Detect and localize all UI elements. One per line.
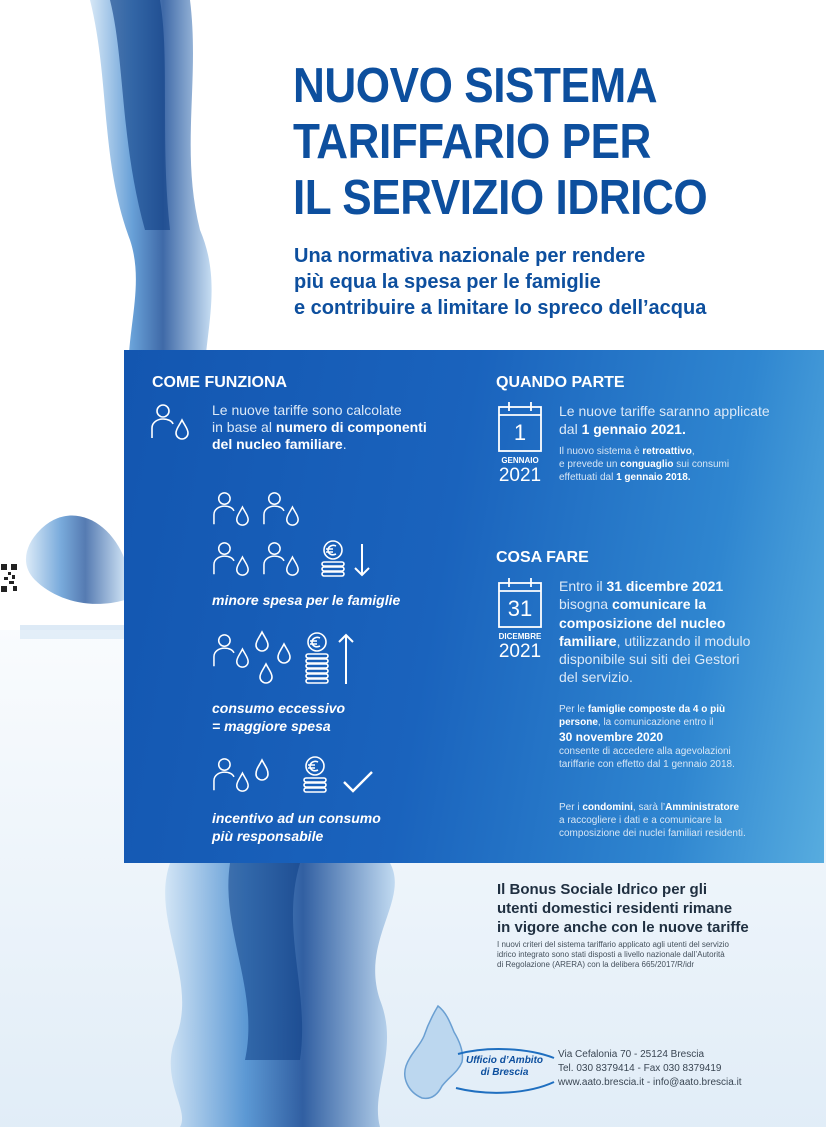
note-text: composizione dei nuclei familiari residenti. — [559, 828, 746, 839]
cosa-fare-heading: COSA FARE — [496, 549, 589, 566]
euro-coins-icon — [300, 756, 330, 798]
page-subtitle — [294, 243, 706, 321]
item-line: più responsabile — [212, 828, 324, 844]
person-drop-icon — [212, 490, 252, 528]
bonus-text-line: di Regolazione (ARERA) con la delibera 665/2017/R/idr — [497, 960, 694, 969]
subtitle-line: e contribuire a limitare lo spreco dell’acqua — [294, 297, 707, 319]
note-text: a raccogliere i dati e a comunicare la — [559, 815, 722, 826]
intro-text: . — [342, 436, 347, 452]
note-highlight: retroattivo — [642, 446, 692, 457]
text-line: disponibile sui siti dei Gestori — [559, 651, 740, 668]
item-incentivo — [212, 809, 381, 845]
province-map-icon — [398, 1002, 558, 1102]
text-line: Le nuove tariffe saranno applicate — [559, 403, 770, 419]
note-text: effettuati dal — [559, 472, 617, 483]
contact-info — [558, 1048, 742, 1090]
note-text: sui consumi — [673, 459, 730, 470]
contact-phone: Tel. 030 8379414 - Fax 030 8379419 — [558, 1063, 722, 1074]
person-drop-icon — [212, 540, 252, 578]
intro-text: in base al — [212, 419, 276, 435]
cosa-fare-famiglie-note — [559, 703, 735, 771]
arrow-down-icon — [352, 542, 372, 578]
bonus-text-line: I nuovi criteri del sistema tariffario applicato agli utenti del servizio — [497, 940, 729, 949]
person-drop-icon — [212, 756, 252, 794]
person-drop-icon — [262, 490, 302, 528]
text-line: , utilizzando il modulo — [616, 632, 751, 649]
note-text: e prevede un — [559, 459, 621, 470]
come-funziona-intro — [212, 402, 427, 453]
come-funziona-heading: COME FUNZIONA — [152, 374, 288, 391]
note-highlight: persone — [559, 717, 598, 728]
calendar-month: GENNAIO — [501, 456, 539, 465]
text-line: del servizio. — [559, 669, 633, 686]
quando-parte-text — [559, 402, 770, 438]
note-text: Il nuovo sistema è — [559, 446, 643, 457]
note-highlight: Amministratore — [665, 802, 740, 813]
cosa-fare-text — [559, 577, 750, 687]
title-line: NUOVO SISTEMA — [293, 59, 658, 113]
intro-highlight: numero di componenti — [275, 419, 427, 435]
bonus-heading — [497, 880, 749, 937]
text-highlight: familiare — [559, 632, 617, 649]
person-drop-icon — [262, 540, 302, 578]
water-drop-icon — [250, 630, 298, 690]
qr-code-icon[interactable] — [0, 563, 18, 593]
note-text: tariffarie con effetto dal 1 gennaio 2018. — [559, 759, 735, 770]
item-line: incentivo ad un consumo — [212, 810, 381, 826]
bonus-text-line: idrico integrato sono stati disposti a livello nazionale dall’Autorità — [497, 950, 725, 959]
euro-coins-icon — [302, 632, 332, 688]
item-minore-spesa: minore spesa per le famiglie — [212, 592, 401, 608]
note-highlight: famiglie composte da 4 o più — [587, 704, 726, 715]
note-text: consente di accedere alla agevolazioni — [559, 746, 731, 757]
calendar-year: 2021 — [498, 641, 542, 662]
quando-parte-heading: QUANDO PARTE — [496, 374, 625, 391]
text-line: dal — [559, 421, 582, 437]
intro-line: Le nuove tariffe sono calcolate — [212, 402, 402, 418]
intro-highlight: del nucleo familiare — [212, 436, 343, 452]
cosa-fare-condomini-note — [559, 801, 746, 840]
quando-parte-note — [559, 445, 729, 484]
bonus-heading-line: in vigore anche con le nuove tariffe — [497, 919, 749, 936]
note-highlight: 30 novembre 2020 — [559, 730, 664, 744]
text-highlight: 1 gennaio 2021. — [581, 421, 686, 437]
contact-address: Via Cefalonia 70 - 25124 Brescia — [558, 1049, 705, 1060]
page-title — [293, 58, 707, 226]
text-line: Entro il — [559, 578, 607, 594]
contact-web-link[interactable]: www.aato.brescia.it - info@aato.brescia.it — [558, 1077, 742, 1088]
calendar-year: 2021 — [498, 465, 542, 486]
calendar-month: DICEMBRE — [498, 632, 542, 641]
subtitle-line: più equa la spesa per le famiglie — [294, 271, 601, 293]
person-drop-icon — [150, 402, 192, 442]
calendar-day: 31 — [507, 596, 533, 621]
note-text: Per i — [559, 802, 583, 813]
item-consumo-eccessivo — [212, 699, 345, 735]
arrow-up-icon — [336, 632, 356, 686]
euro-coins-icon — [318, 540, 348, 578]
subtitle-line: Una normativa nazionale per rendere — [294, 245, 646, 267]
text-highlight: 31 dicembre 2021 — [606, 578, 724, 594]
bonus-text — [497, 940, 797, 970]
text-line: bisogna — [559, 596, 612, 613]
text-highlight: composizione del nucleo — [559, 614, 726, 631]
note-text: , — [691, 446, 695, 457]
title-line: TARIFFARIO PER — [293, 115, 651, 169]
note-highlight: conguaglio — [620, 459, 674, 470]
note-text: , sarà l’ — [632, 802, 666, 813]
item-line: consumo eccessivo — [212, 700, 346, 716]
logo-text — [457, 1055, 552, 1079]
water-drop-icon — [252, 756, 272, 786]
calendar-day: 1 — [513, 420, 527, 445]
check-icon — [342, 770, 374, 794]
bonus-heading-line: Il Bonus Sociale Idrico per gli — [497, 881, 708, 898]
note-highlight: condomini — [582, 802, 633, 813]
note-text: , la comunicazione entro il — [597, 717, 714, 728]
item-line: = maggiore spesa — [212, 718, 331, 734]
logo-line: Ufficio d’Ambito — [465, 1055, 544, 1066]
note-highlight: 1 gennaio 2018. — [616, 472, 691, 483]
logo-line: di Brescia — [480, 1067, 529, 1078]
bonus-heading-line: utenti domestici residenti rimane — [497, 900, 733, 917]
title-line: IL SERVIZIO IDRICO — [293, 171, 708, 225]
note-text: Per le — [559, 704, 588, 715]
person-drop-icon — [212, 632, 252, 670]
text-highlight: comunicare la — [611, 596, 707, 613]
